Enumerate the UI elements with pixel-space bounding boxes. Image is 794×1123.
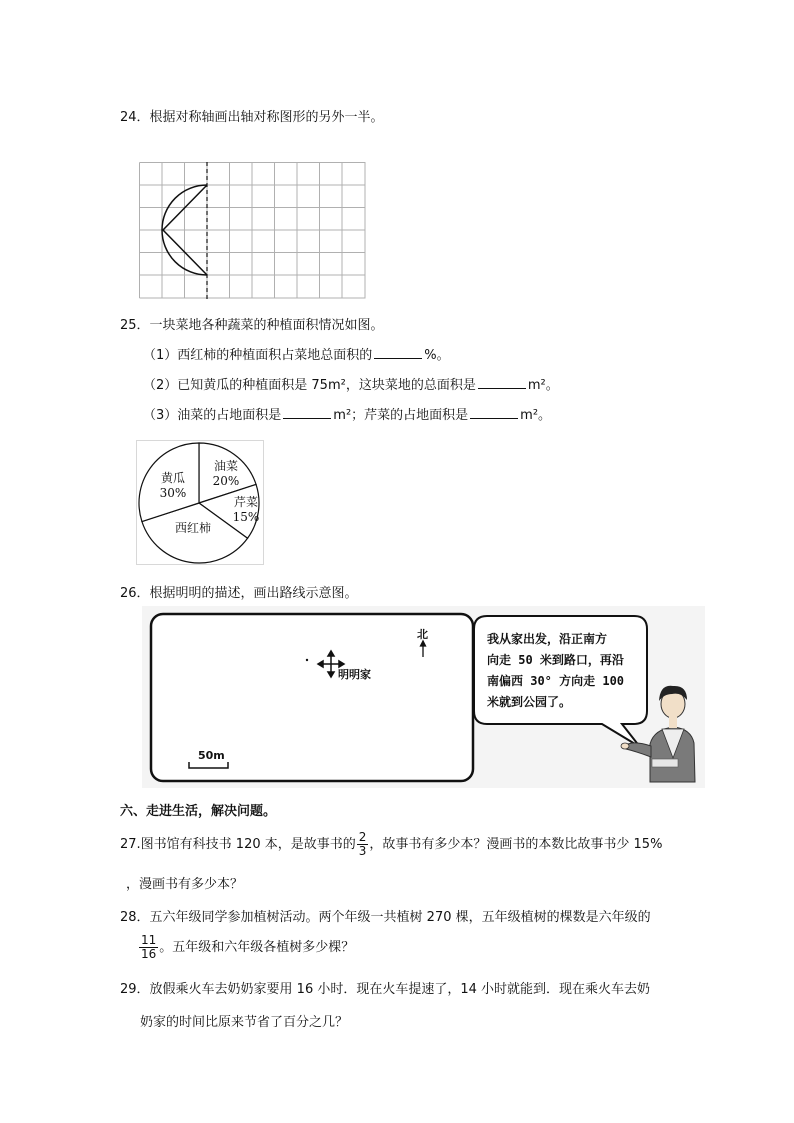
answer-blank[interactable] — [470, 406, 518, 419]
q28-line1: 28．五六年级同学参加植树活动。两个年级一共植树 270 棵，五年级植树的棵数是六年级的 — [120, 910, 651, 925]
q25-text: 25．一块菜地各种蔬菜的种植面积情况如图。 — [120, 318, 384, 333]
grid-lines — [140, 163, 366, 299]
q24-text: 24．根据对称轴画出轴对称图形的另外一半。 — [120, 110, 384, 125]
q27-line2: ，漫画书有多少本？ — [126, 877, 244, 892]
pie-label-xihongshi: 西红柿 — [174, 521, 212, 535]
home-label: 明明家 — [338, 668, 371, 681]
q29-line2: 奶家的时间比原来节省了百分之几？ — [140, 1015, 349, 1030]
q26-text: 26．根据明明的描述，画出路线示意图。 — [120, 586, 358, 601]
pie-label-huanggua: 黄瓜 — [160, 471, 186, 485]
answer-blank[interactable] — [478, 376, 526, 389]
grid-figure — [139, 162, 366, 299]
q28-line2: $\frac{11}{16}$ 。五年级和六年级各植树多少棵？ — [141, 933, 355, 961]
north-label: 北 — [417, 628, 428, 641]
pie-label-youcai: 油菜 — [213, 459, 239, 473]
map-dot — [306, 659, 308, 661]
fraction: $\frac{11}{16}$ — [141, 933, 157, 961]
pie-value-youcai: 20% — [212, 474, 240, 488]
speech-text: 我从家出发，沿正南方 向走 50 米到路口，再沿 南偏西 30° 方向走 100 米就到公园了。 — [487, 632, 625, 709]
q27-line1: 27.图书馆有科技书 120 本，是故事书的 $\frac{2}{3}$ ，故事书有多少本？漫画书的本数比故事书少 15% — [120, 830, 663, 858]
pie-label-qincai: 芹菜 — [233, 495, 259, 509]
pie-chart — [136, 440, 264, 565]
q29-line1: 29．放假乘火车去奶奶家要用 16 小时．现在火车提速了，14 小时就能到．现在乘火车去奶 — [120, 982, 651, 997]
q25-sub3: （3）油菜的占地面积是 m²；芹菜的占地面积是 m²。 — [143, 408, 552, 423]
q25-sub1: （1）西红柿的种植面积占菜地总面积的 %。 — [143, 348, 450, 363]
fraction: $\frac{2}{3}$ — [358, 830, 367, 858]
pie-value-huanggua: 30% — [159, 486, 187, 500]
answer-blank[interactable] — [283, 406, 331, 419]
pie-value-qincai: 15% — [232, 510, 260, 524]
scale-label: 50m — [198, 749, 225, 762]
answer-blank[interactable] — [374, 346, 422, 359]
q25-sub2: （2）已知黄瓜的种植面积是 75m²，这块菜地的总面积是 m²。 — [143, 378, 559, 393]
section-title: 六、走进生活，解决问题。 — [120, 804, 277, 819]
